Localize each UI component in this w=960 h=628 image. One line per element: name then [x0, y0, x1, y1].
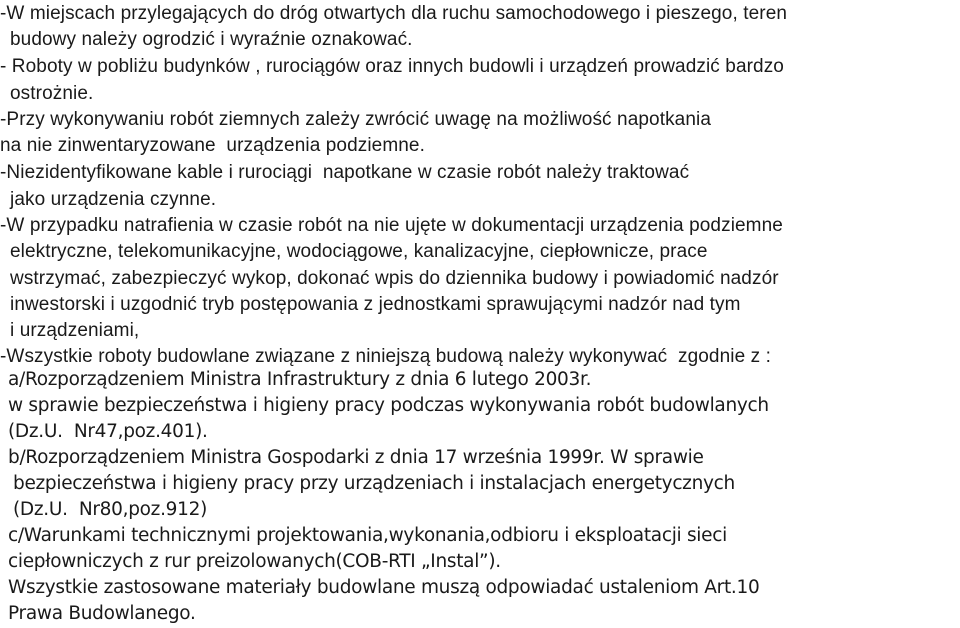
text-line: jako urządzenia czynne.: [10, 189, 217, 210]
text-line: elektryczne, telekomunikacyjne, wodociągowe, kanalizacyjne, ciepłownicze, prace: [10, 241, 708, 262]
text-line: c/Warunkami technicznymi projektowania,wykonania,odbioru i eksploatacji sieci: [8, 525, 727, 546]
text-line: ciepłowniczych z rur preizolowanych(COB-RTI „Instal”).: [8, 551, 501, 572]
text-line: -Przy wykonywaniu robót ziemnych zależy zwrócić uwagę na możliwość napotkania: [0, 109, 711, 130]
text-line: wstrzymać, zabezpieczyć wykop, dokonać wpis do dziennika budowy i powiadomić nadzór: [10, 268, 779, 289]
text-line: - Roboty w pobliżu budynków , rurociągów oraz innych budowli i urządzeń prowadzić bardzo: [0, 56, 784, 77]
text-line: ostrożnie.: [10, 83, 94, 104]
text-line: -Wszystkie roboty budowlane związane z niniejszą budową należy wykonywać zgodnie z :: [0, 346, 771, 367]
text-line: -Niezidentyfikowane kable i rurociągi napotkane w czasie robót należy traktować: [0, 162, 690, 183]
text-line: inwestorski i uzgodnić tryb postępowania z jednostkami sprawującymi nadzór nad tym: [10, 294, 741, 315]
text-line: budowy należy ogrodzić i wyraźnie oznakować.: [10, 29, 413, 50]
text-line: (Dz.U. Nr47,poz.401).: [8, 421, 208, 442]
text-line: na nie zinwentaryzowane urządzenia podziemne.: [0, 135, 425, 156]
text-line: (Dz.U. Nr80,poz.912): [13, 499, 207, 520]
text-line: i urządzeniami,: [10, 320, 140, 341]
text-line: Wszystkie zastosowane materiały budowlane muszą odpowiadać ustaleniom Art.10: [8, 577, 760, 598]
text-line: Prawa Budowlanego.: [8, 603, 196, 624]
text-line: -W przypadku natrafienia w czasie robót na nie ujęte w dokumentacji urządzenia podziemne: [0, 215, 783, 236]
text-line: bezpieczeństwa i higieny pracy przy urządzeniach i instalacjach energetycznych: [13, 473, 735, 494]
text-line: a/Rozporządzeniem Ministra Infrastruktury z dnia 6 lutego 2003r.: [8, 369, 592, 390]
text-line: w sprawie bezpieczeństwa i higieny pracy podczas wykonywania robót budowlanych: [8, 395, 769, 416]
text-line: b/Rozporządzeniem Ministra Gospodarki z dnia 17 września 1999r. W sprawie: [8, 447, 704, 468]
text-line: -W miejscach przylegających do dróg otwartych dla ruchu samochodowego i pieszego, teren: [0, 3, 788, 24]
